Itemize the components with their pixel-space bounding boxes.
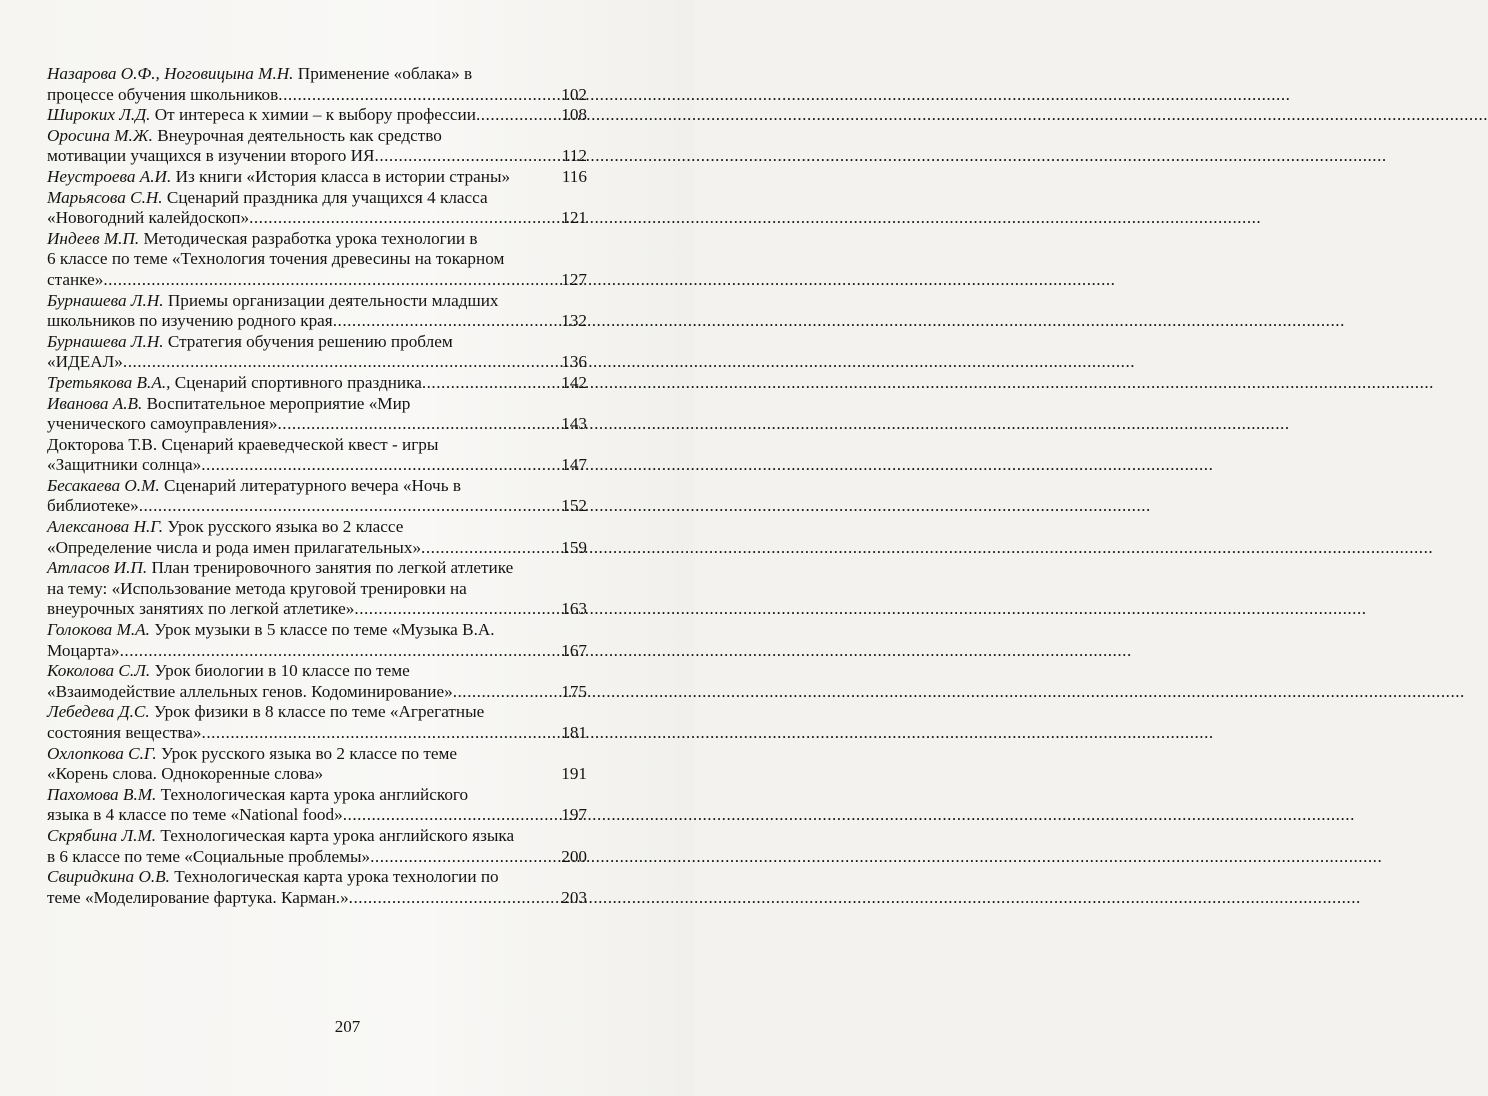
- toc-leader-dots: [370, 847, 561, 868]
- toc-entry: [47, 785, 587, 826]
- toc-title: Методическая разработка урока технологии в: [139, 228, 478, 248]
- toc-title: внеурочных занятиях по легкой атлетике»: [47, 599, 355, 619]
- toc-author: Индеев М.П.: [47, 228, 140, 248]
- toc-author: Иванова А.В.: [47, 393, 143, 413]
- toc-entry: [47, 517, 587, 558]
- toc-author: Алексанова Н.Г.: [47, 517, 164, 537]
- toc-line: [47, 888, 587, 909]
- toc-title: Технологическая карта урока английского: [156, 784, 469, 804]
- toc-title: станке»: [47, 269, 104, 289]
- toc-line: [47, 496, 587, 517]
- toc-line: [47, 85, 587, 106]
- toc-page-number: 147: [561, 455, 587, 475]
- toc-title: Сценарий литературного вечера «Ночь в: [159, 475, 461, 495]
- toc-page-number: 143: [561, 414, 587, 434]
- toc-line-text: [47, 620, 495, 641]
- toc-title: «Корень слова. Однокоренные слова»: [47, 764, 324, 784]
- toc-author: Атласов И.П.: [47, 558, 148, 578]
- toc-page-number: 142: [561, 372, 587, 392]
- toc-author: Бурнашева Л.Н.: [47, 331, 164, 351]
- toc-author: Лебедева Д.С.: [47, 702, 150, 722]
- toc-line-text: [47, 352, 123, 373]
- toc-author: Неустроева А.И.: [47, 166, 172, 186]
- toc-entry: [47, 661, 587, 702]
- toc-line: [47, 599, 587, 620]
- toc-line-text: [47, 579, 467, 600]
- toc-line-text: [47, 764, 323, 785]
- toc-line: [47, 682, 587, 703]
- toc-line-text: [47, 64, 472, 85]
- toc-line: [47, 847, 587, 868]
- toc-author: Марьясова С.Н.: [47, 187, 163, 207]
- toc-title: Урок русского языка во 2 классе по теме: [156, 743, 457, 763]
- toc-line: [47, 764, 587, 785]
- toc-title: Приемы организации деятельности младших: [163, 290, 499, 310]
- toc-leader-dots: [333, 311, 562, 332]
- toc-line-text: [47, 188, 488, 209]
- toc-title: Воспитательное мероприятие «Мир: [142, 393, 411, 413]
- toc-title: Технологическая карта урока технологии по: [169, 867, 499, 887]
- toc-entry: [47, 167, 587, 188]
- toc-line: [47, 332, 587, 353]
- toc-line-text: [47, 332, 453, 353]
- toc-line: [47, 435, 587, 456]
- toc-entry: [47, 291, 587, 332]
- toc-title: «ИДЕАЛ»: [47, 352, 123, 372]
- toc-author: Охлопкова С.Г.: [47, 743, 157, 763]
- toc-line-text: [47, 744, 457, 765]
- toc-title: «Взаимодействие аллельных генов. Кодоминирование»: [47, 681, 453, 701]
- toc-line-text: [47, 373, 422, 394]
- toc-line: [47, 126, 587, 147]
- toc-leader-dots: [349, 888, 562, 909]
- toc-line-text: [47, 126, 442, 147]
- toc-line: [47, 64, 587, 85]
- toc-author: Широких Л.Д.: [47, 105, 151, 125]
- toc-leader-dots: [201, 455, 561, 476]
- toc-page-number: 167: [561, 640, 587, 660]
- toc-line-text: [47, 888, 349, 909]
- toc-line-text: [47, 85, 278, 106]
- toc-line-text: [47, 105, 476, 126]
- toc-title: ученического самоуправления»: [47, 414, 278, 434]
- toc-line: [47, 641, 587, 662]
- toc-line-text: [47, 229, 478, 250]
- toc-line-text: [47, 291, 499, 312]
- toc-title: Докторова Т.В. Сценарий краеведческой квест - игры: [47, 434, 439, 454]
- toc-entry: [47, 558, 587, 620]
- toc-line-text: [47, 311, 333, 332]
- toc-title: Моцарта»: [47, 640, 120, 660]
- toc-title: процессе обучения школьников: [47, 84, 279, 104]
- toc-title: на тему: «Использование метода круговой тренировки на: [47, 578, 467, 598]
- toc-line-text: [47, 517, 403, 538]
- toc-leader-dots: [421, 538, 561, 559]
- toc-title: Урок музыки в 5 классе по теме «Музыка В.А.: [149, 620, 495, 640]
- toc-page-number: 108: [561, 105, 587, 125]
- toc-line: [47, 558, 587, 579]
- toc-leader-dots: [453, 682, 562, 703]
- toc-entry: [47, 826, 587, 867]
- toc-page-number: 163: [561, 599, 587, 619]
- toc-line: [47, 311, 587, 332]
- toc-leader-dots: [139, 496, 562, 517]
- toc-title: теме «Моделирование фартука. Карман.»: [47, 887, 349, 907]
- toc-line-text: [47, 805, 343, 826]
- toc-line-text: [47, 249, 504, 270]
- toc-entry: [47, 744, 587, 785]
- toc-line-text: [47, 723, 202, 744]
- toc-line: [47, 579, 587, 600]
- toc-line: [47, 476, 587, 497]
- toc-page-number: 121: [561, 208, 587, 228]
- toc-line: [47, 455, 587, 476]
- toc-title: Применение «облака» в: [293, 64, 473, 83]
- toc-line: [47, 661, 587, 682]
- toc-leader-dots: [120, 641, 562, 662]
- toc-line-text: [47, 847, 370, 868]
- toc-line-text: [47, 558, 513, 579]
- toc-page-number: 132: [561, 311, 587, 331]
- toc-title: языка в 4 классе по теме «National food»: [47, 805, 343, 825]
- toc-leader-dots: [103, 270, 561, 291]
- toc-line: [47, 249, 587, 270]
- toc-entry: [47, 620, 587, 661]
- toc-line: [47, 826, 587, 847]
- toc-title: 6 классе по теме «Технология точения древесины на токарном: [47, 249, 505, 269]
- toc-page-number: 191: [561, 764, 587, 784]
- toc-leader-dots: [375, 146, 562, 167]
- toc-line: [47, 146, 587, 167]
- toc-line-text: [47, 826, 514, 847]
- toc-leader-dots: [354, 599, 561, 620]
- toc-title: План тренировочного занятия по легкой атлетике: [147, 558, 514, 578]
- toc-title: Стратегия обучения решению проблем: [163, 331, 453, 351]
- toc-line: [47, 414, 587, 435]
- toc-title: Из книги «История класса в истории страны»: [171, 166, 511, 186]
- toc-entry: [47, 229, 587, 291]
- toc-page-number: 200: [561, 846, 587, 866]
- toc-entry: [47, 105, 587, 126]
- toc-line: [47, 105, 587, 126]
- toc-page-number: 159: [561, 537, 587, 557]
- toc-title: «Новогодний калейдоскоп»: [47, 208, 250, 228]
- toc-line-text: [47, 682, 453, 703]
- toc-entry: [47, 702, 587, 743]
- toc-title: Сценарий спортивного праздника: [170, 372, 422, 392]
- toc-title: Технологическая карта урока английского языка: [156, 825, 515, 845]
- toc-line-text: [47, 270, 103, 291]
- toc-entry: [47, 188, 587, 229]
- toc-leader-dots: [422, 373, 561, 394]
- toc-title: состояния вещества»: [47, 723, 202, 742]
- toc-title: Сценарий праздника для учащихся 4 класса: [162, 187, 488, 207]
- toc-author: Пахомова В.М.: [47, 784, 157, 804]
- toc-line: [47, 167, 587, 188]
- toc-line: [47, 702, 587, 723]
- toc-line: [47, 188, 587, 209]
- book-page: [0, 0, 695, 1096]
- toc-leader-dots: [277, 414, 561, 435]
- toc-leader-dots: [202, 723, 562, 744]
- toc-line: [47, 805, 587, 826]
- toc-line-text: [47, 208, 249, 229]
- toc-line: [47, 208, 587, 229]
- toc-line: [47, 270, 587, 291]
- toc-line: [47, 352, 587, 373]
- toc-page-number: 175: [561, 681, 587, 701]
- toc-line-text: [47, 435, 438, 456]
- toc-line-text: [47, 641, 120, 662]
- toc-page-number: 136: [561, 352, 587, 372]
- toc-leader-dots: [343, 805, 562, 826]
- toc-line-text: [47, 146, 375, 167]
- toc-title: «Защитники солнца»: [47, 455, 202, 475]
- toc-line-text: [47, 167, 510, 188]
- toc-line-text: [47, 394, 410, 415]
- toc-line: [47, 620, 587, 641]
- toc-line: [47, 229, 587, 250]
- toc-line-text: [47, 496, 139, 517]
- toc-author: Назарова О.Ф., Ноговицына М.Н.: [47, 64, 294, 83]
- toc-line: [47, 517, 587, 538]
- toc-line: [47, 744, 587, 765]
- toc-line-text: [47, 538, 421, 559]
- toc-leader-dots: [476, 105, 561, 126]
- toc-author: Голокова М.А.: [47, 620, 150, 640]
- toc-page-number: 116: [561, 166, 587, 186]
- toc-author: Бурнашева Л.Н.: [47, 290, 164, 310]
- toc-line-text: [47, 702, 484, 723]
- toc-entry: [47, 867, 587, 908]
- toc-line: [47, 291, 587, 312]
- toc-title: «Определение числа и рода имен прилагательных»: [47, 537, 422, 557]
- toc-line-text: [47, 476, 461, 497]
- toc-title: Урок биологии в 10 классе по теме: [150, 661, 410, 681]
- toc-author: Бесакаева О.М.: [47, 475, 160, 495]
- toc-line: [47, 723, 587, 744]
- toc-author: Свиридкина О.В.: [47, 867, 170, 887]
- toc-line: [47, 538, 587, 559]
- toc-author: Коколова С.Л.: [47, 661, 151, 681]
- toc-entry: [47, 126, 587, 167]
- toc-line-text: [47, 455, 201, 476]
- toc-title: Внеурочная деятельность как средство: [152, 125, 442, 145]
- toc-entry: [47, 476, 587, 517]
- toc-line-text: [47, 661, 410, 682]
- toc-page-number: 127: [561, 269, 587, 289]
- toc-page-number: 102: [561, 84, 587, 104]
- toc-page-number: 112: [561, 146, 587, 166]
- toc-entry: [47, 435, 587, 476]
- toc-page-number: 181: [561, 723, 587, 742]
- table-of-contents: [47, 64, 587, 908]
- toc-title: Урок физики в 8 классе по теме «Агрегатные: [149, 702, 485, 722]
- toc-leader-dots: [123, 352, 561, 373]
- toc-leader-dots: [278, 85, 561, 106]
- toc-title: От интереса к химии – к выбору профессии: [150, 105, 476, 125]
- toc-author: Оросина М.Ж.: [47, 125, 153, 145]
- toc-line-text: [47, 599, 354, 620]
- toc-entry: [47, 332, 587, 373]
- toc-entry: [47, 394, 587, 435]
- toc-line: [47, 373, 587, 394]
- toc-line: [47, 867, 587, 888]
- toc-line-text: [47, 785, 468, 806]
- toc-entry: [47, 373, 587, 394]
- toc-leader-dots: [249, 208, 561, 229]
- toc-entry: [47, 64, 587, 105]
- toc-page-number: 203: [561, 887, 587, 907]
- toc-title: Урок русского языка во 2 классе: [163, 517, 404, 537]
- toc-title: школьников по изучению родного края: [47, 311, 333, 331]
- page-number: 207: [334, 1017, 361, 1036]
- toc-title: в 6 классе по теме «Социальные проблемы»: [47, 846, 371, 866]
- toc-page-number: 152: [561, 496, 587, 516]
- toc-author: Третьякова В.А.,: [47, 372, 171, 392]
- toc-page-number: 197: [561, 805, 587, 825]
- toc-line: [47, 785, 587, 806]
- toc-line-text: [47, 414, 277, 435]
- toc-line-text: [47, 867, 499, 888]
- toc-author: Скрябина Л.М.: [47, 825, 157, 845]
- toc-title: мотивации учащихся в изучении второго ИЯ: [47, 146, 375, 166]
- toc-line: [47, 394, 587, 415]
- toc-title: библиотеке»: [47, 496, 139, 516]
